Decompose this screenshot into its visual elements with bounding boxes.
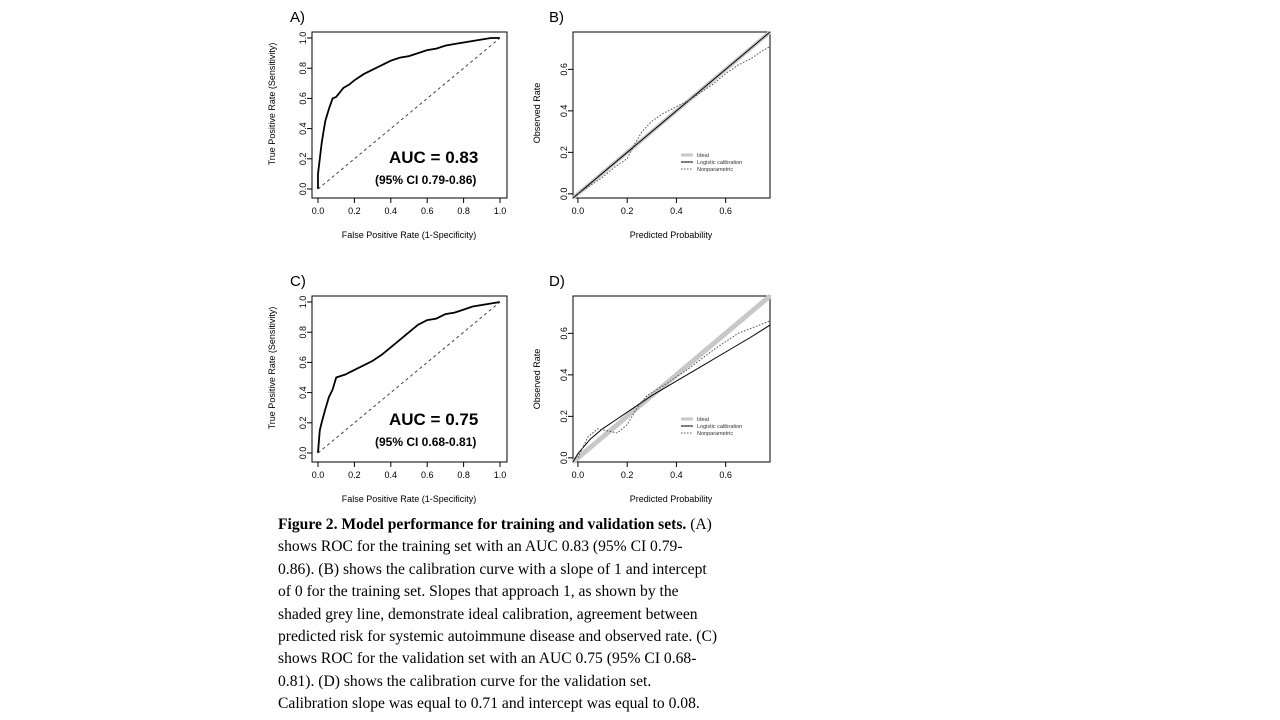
caption-title: Figure 2. Model performance for training and validation sets. [278,516,687,533]
y-tick-label: 0.6 [298,356,308,369]
caption-line [278,514,808,536]
x-tick-label: 0.6 [719,470,732,480]
caption-text: (A) [686,516,712,533]
y-axis-title: Observed Rate [532,348,542,410]
x-axis-title: Predicted Probability [629,230,713,240]
x-tick-label: 0.4 [670,470,683,480]
y-tick-label: 0.0 [298,182,308,196]
x-axis-title: False Positive Rate (1-Specificity) [341,230,477,240]
y-tick-label: 0.0 [559,187,569,201]
logistic-calibration-line [573,325,770,462]
x-tick-label: 0.2 [348,470,361,480]
x-tick-label: 0.6 [420,470,434,480]
x-tick-label: 0.2 [348,206,361,216]
y-tick-label: 0.2 [298,152,308,166]
x-tick-label: 0.6 [420,206,434,216]
plot-area [298,32,507,216]
legend [681,153,742,173]
y-tick-label: 0.6 [298,92,308,105]
y-tick-label: 0.6 [559,327,569,340]
legend-logistic-label: Logistic calibration [697,424,743,430]
legend [681,417,742,437]
y-tick-label: 0.6 [559,63,569,76]
legend-nonparam-label: Nonparametric [697,431,734,437]
y-tick-label: 0.2 [559,410,569,423]
roc-chart-training [262,0,520,250]
caption-line: shaded grey line, demonstrate ideal calibration, agreement between [278,605,698,623]
caption-line: shows ROC for the validation set with an AUC 0.75 (95% CI 0.68- [278,650,697,668]
y-tick-label: 1.0 [298,31,308,45]
y-tick-label: 0.4 [298,386,308,399]
auc-label: AUC = 0.75 [389,410,479,429]
roc-line [318,302,500,453]
caption-line: of 0 for the training set. Slopes that approach 1, as shown by the [278,583,679,601]
calibration-chart-validation [525,264,783,514]
plot-area [559,296,770,480]
x-tick-label: 0.4 [384,470,398,480]
x-tick-label: 0.4 [670,206,683,216]
auc-ci-label: (95% CI 0.79-0.86) [375,173,477,187]
auc-ci-label: (95% CI 0.68-0.81) [375,435,477,449]
legend-ideal-label: Ideal [697,417,709,423]
x-tick-label: 0.0 [571,206,585,216]
nonparametric-line [578,321,770,458]
legend-nonparam-label: Nonparametric [697,167,734,173]
y-tick-label: 0.2 [298,416,308,430]
chance-line [318,302,500,453]
logistic-calibration-line [573,32,770,198]
x-tick-label: 1.0 [493,470,507,480]
y-tick-label: 0.4 [298,122,308,135]
caption-line: 0.81). (D) shows the calibration curve for the validation set. [278,672,652,690]
calibration-chart-training [525,0,783,250]
legend-ideal-label: Ideal [697,153,709,159]
ideal-line [573,296,770,462]
y-axis-title: True Positive Rate (Sensitivity) [267,42,277,166]
x-tick-label: 0.0 [571,470,585,480]
x-tick-label: 0.8 [457,470,470,480]
plot-area [298,296,507,480]
y-tick-label: 1.0 [298,295,308,309]
auc-label: AUC = 0.83 [389,148,479,167]
roc-chart-validation [262,264,520,514]
caption-line: predicted risk for systemic autoimmune disease and observed rate. (C) [278,628,718,646]
legend-logistic-label: Logistic calibration [697,160,743,166]
y-tick-label: 0.4 [559,104,569,118]
y-axis-title: True Positive Rate (Sensitivity) [267,306,277,430]
panel-b [525,0,783,250]
x-tick-label: 0.0 [311,206,325,216]
y-axis-title: Observed Rate [532,82,542,144]
panel-c [262,264,520,514]
panel-letter: D) [549,273,565,290]
panel-d [525,264,783,514]
x-tick-label: 1.0 [493,206,507,216]
panel-letter: A) [290,9,305,26]
figure-caption [278,514,808,716]
y-tick-label: 0.8 [298,61,308,75]
x-axis-title: Predicted Probability [629,494,713,504]
panel-letter: C) [290,273,306,290]
y-tick-label: 0.0 [559,451,569,465]
panel-a [262,0,520,250]
caption-line: 0.86). (B) shows the calibration curve with a slope of 1 and intercept [278,560,707,578]
x-tick-label: 0.2 [620,470,634,480]
panel-letter: B) [549,9,564,26]
x-tick-label: 0.2 [620,206,634,216]
x-axis-title: False Positive Rate (1-Specificity) [341,494,477,504]
plot-area [559,32,770,216]
x-tick-label: 0.6 [719,206,732,216]
caption-line: shows ROC for the training set with an AUC 0.83 (95% CI 0.79- [278,538,683,556]
x-tick-label: 0.8 [457,206,470,216]
caption-line: Calibration slope was equal to 0.71 and intercept was equal to 0.08. [278,695,700,713]
x-tick-label: 0.0 [311,470,325,480]
y-tick-label: 0.8 [298,325,308,339]
x-tick-label: 0.4 [384,206,398,216]
y-tick-label: 0.0 [298,446,308,460]
y-tick-label: 0.2 [559,146,569,159]
y-tick-label: 0.4 [559,368,569,382]
